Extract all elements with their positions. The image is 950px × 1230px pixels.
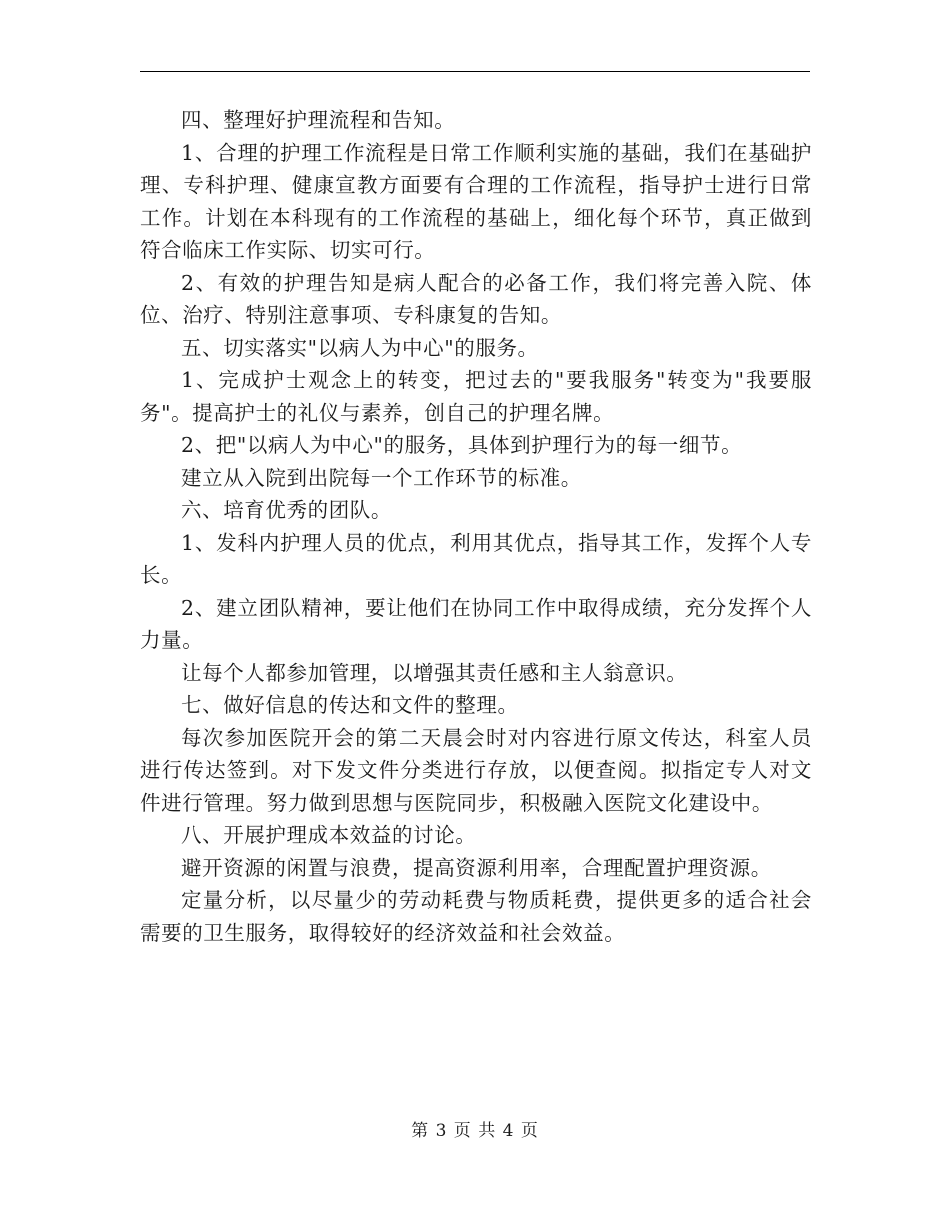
paragraph: 1、发科内护理人员的优点，利用其优点，指导其工作，发挥个人专长。 (140, 530, 812, 587)
document-body (140, 104, 812, 949)
section-heading-7: 七、做好信息的传达和文件的整理。 (181, 693, 519, 717)
section-heading-8: 八、开展护理成本效益的讨论。 (181, 823, 477, 847)
page-number-footer: 第 3 页 共 4 页 (411, 1121, 539, 1141)
paragraph: 让每个人都参加管理，以增强其责任感和主人翁意识。 (181, 660, 688, 685)
paragraph: 2、把"以病人为中心"的服务，具体到护理行为的每一细节。 (181, 433, 743, 457)
paragraph: 1、完成护士观念上的转变，把过去的"要我服务"转变为"我要服务"。提高护士的礼仪与素养，创自己的护理名牌。 (140, 368, 812, 425)
paragraph: 2、有效的护理告知是病人配合的必备工作，我们将完善入院、体位、治疗、特别注意事项、专科康复的告知。 (140, 270, 812, 327)
paragraph: 建立从入院到出院每一个工作环节的标准。 (181, 465, 582, 490)
section-heading-6: 六、培育优秀的团队。 (181, 498, 392, 522)
paragraph: 避开资源的闲置与浪费，提高资源利用率，合理配置护理资源。 (181, 855, 772, 880)
header-rule (140, 71, 810, 72)
paragraph: 2、建立团队精神，要让他们在协同工作中取得成绩，充分发挥个人力量。 (140, 595, 812, 652)
paragraph: 1、合理的护理工作流程是日常工作顺利实施的基础，我们在基础护理、专科护理、健康宣教方面要有合理的工作流程，指导护士进行日常工作。计划在本科现有的工作流程的基础上，细化每个环节，真正做到符合临床工作实际、切实可行。 (140, 140, 812, 262)
paragraph: 每次参加医院开会的第二天晨会时对内容进行原文传达，科室人员进行传达签到。对下发文件分类进行存放，以便查阅。拟指定专人对文件进行管理。努力做到思想与医院同步，积极融入医院文化建设中。 (140, 725, 812, 815)
section-heading-4: 四、整理好护理流程和告知。 (181, 108, 456, 132)
section-heading-5: 五、切实落实"以病人为中心"的服务。 (181, 335, 539, 360)
paragraph: 定量分析，以尽量少的劳动耗费与物质耗费，提供更多的适合社会需要的卫生服务，取得较好的经济效益和社会效益。 (140, 888, 812, 945)
